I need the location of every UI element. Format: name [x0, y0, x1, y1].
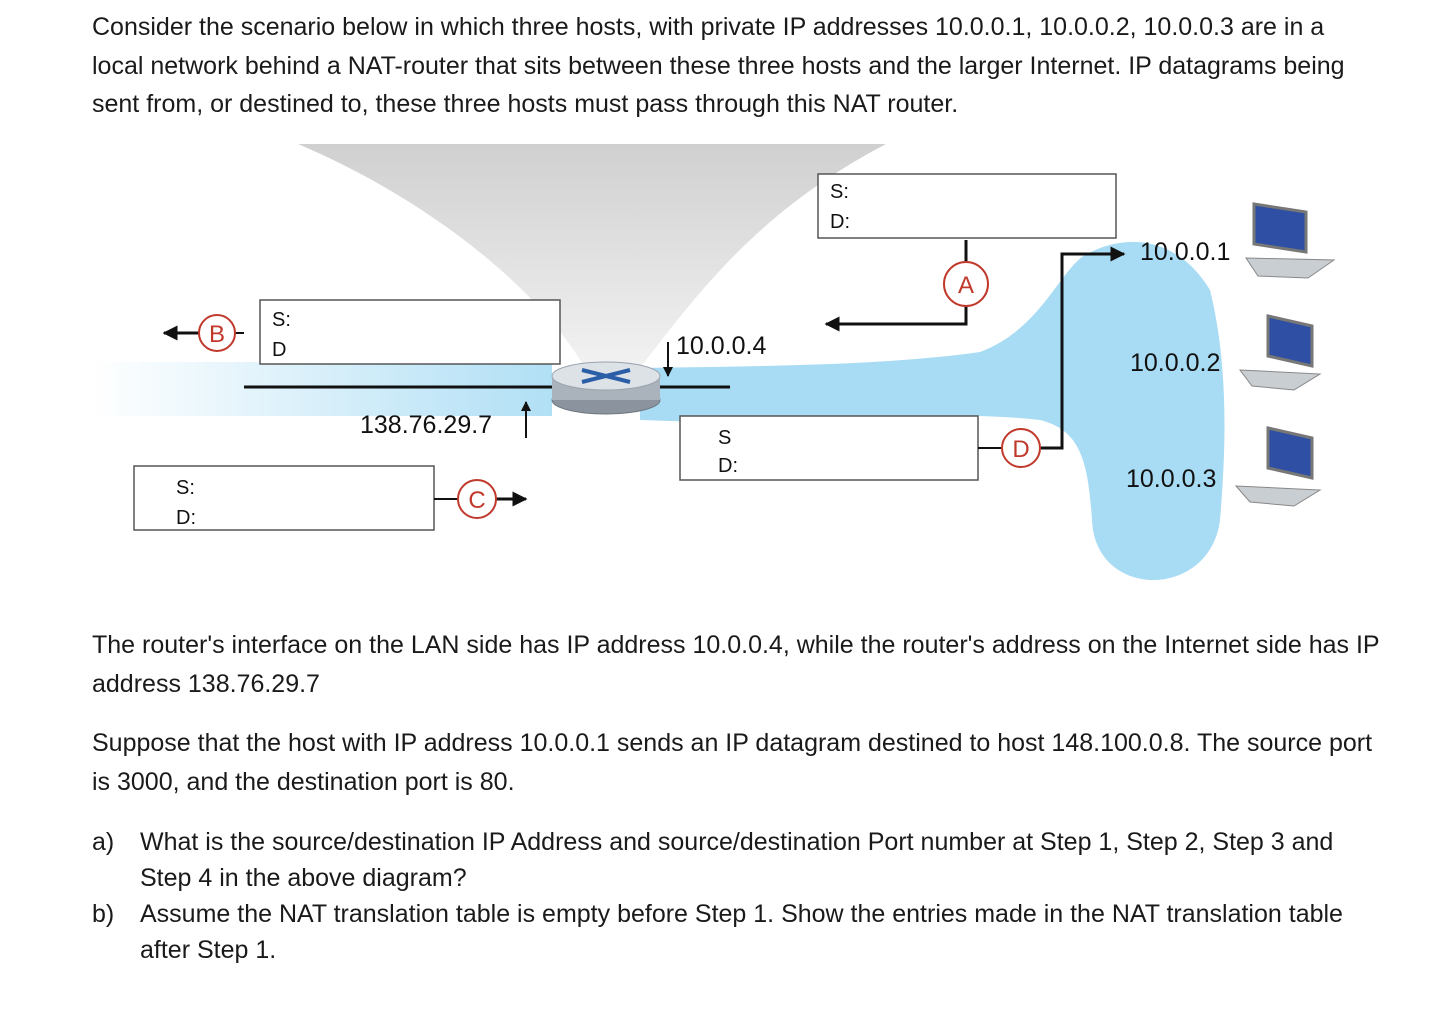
datagram-box-a	[818, 174, 1116, 238]
host-1-ip: 10.0.0.1	[1140, 238, 1231, 266]
lan-cloud	[640, 242, 1224, 580]
box-d-dest: D:	[718, 455, 738, 477]
step-b-circle	[199, 315, 235, 351]
nat-diagram	[0, 130, 1446, 610]
box-a-source: S:	[830, 181, 849, 203]
svg-text:B: B	[208, 321, 226, 348]
question-b-label: b)	[92, 900, 115, 928]
box-b-dest: D	[272, 339, 287, 361]
scenario-paragraph: Suppose that the host with IP address 10.0.0.1 sends an IP datagram destined to host 148.100.0.8. The source port is 3000, and the destination port is 80.	[92, 729, 1373, 796]
question-a-text: What is the source/destination IP Address and source/destination Port number at Step 1, Step 2, Step 3 and Step 4 in the above diagram?	[140, 828, 1334, 892]
datagram-box-d	[680, 416, 978, 480]
datagram-box-b	[260, 300, 560, 364]
question-b-text: Assume the NAT translation table is empty before Step 1. Show the entries made in the NAT translation table after Step 1.	[140, 900, 1343, 964]
datagram-box-c	[134, 466, 434, 530]
question-b	[92, 896, 1372, 968]
computer-icon	[1246, 204, 1334, 278]
svg-text:A: A	[957, 272, 975, 299]
host-3-ip: 10.0.0.3	[1126, 465, 1217, 493]
computer-icon	[1236, 428, 1320, 506]
box-c-dest: D:	[176, 507, 196, 529]
box-d-source: S	[718, 427, 732, 449]
intro-paragraph: Consider the scenario below in which three hosts, with private IP addresses 10.0.0.1, 10.0.0.2, 10.0.0.3 are in a local network behind a NAT-router that sits between these three hosts and the larger Internet. IP datagrams being sent from, or destined to, these three hosts must pass through this NAT router.	[92, 13, 1345, 118]
svg-text:C: C	[468, 487, 486, 514]
wan-band	[92, 362, 552, 416]
computer-icon	[1240, 316, 1320, 390]
step-c-circle	[458, 480, 496, 518]
step-a-circle	[944, 262, 988, 306]
question-a-label: a)	[92, 828, 115, 856]
router-interface-paragraph: The router's interface on the LAN side has IP address 10.0.0.4, while the router's address on the Internet side has IP address 138.76.29.7	[92, 631, 1380, 698]
router-lan-ip-label: 10.0.0.4	[676, 332, 767, 360]
question-a	[92, 824, 1372, 896]
box-c-source: S:	[176, 477, 195, 499]
step-d-circle	[1002, 429, 1040, 467]
router-wan-ip-label: 138.76.29.7	[360, 411, 493, 439]
box-a-dest: D:	[830, 211, 850, 233]
box-b-source: S:	[272, 309, 291, 331]
svg-text:D: D	[1012, 436, 1030, 463]
nat-router-icon	[552, 362, 660, 414]
host-2-ip: 10.0.0.2	[1130, 349, 1221, 377]
